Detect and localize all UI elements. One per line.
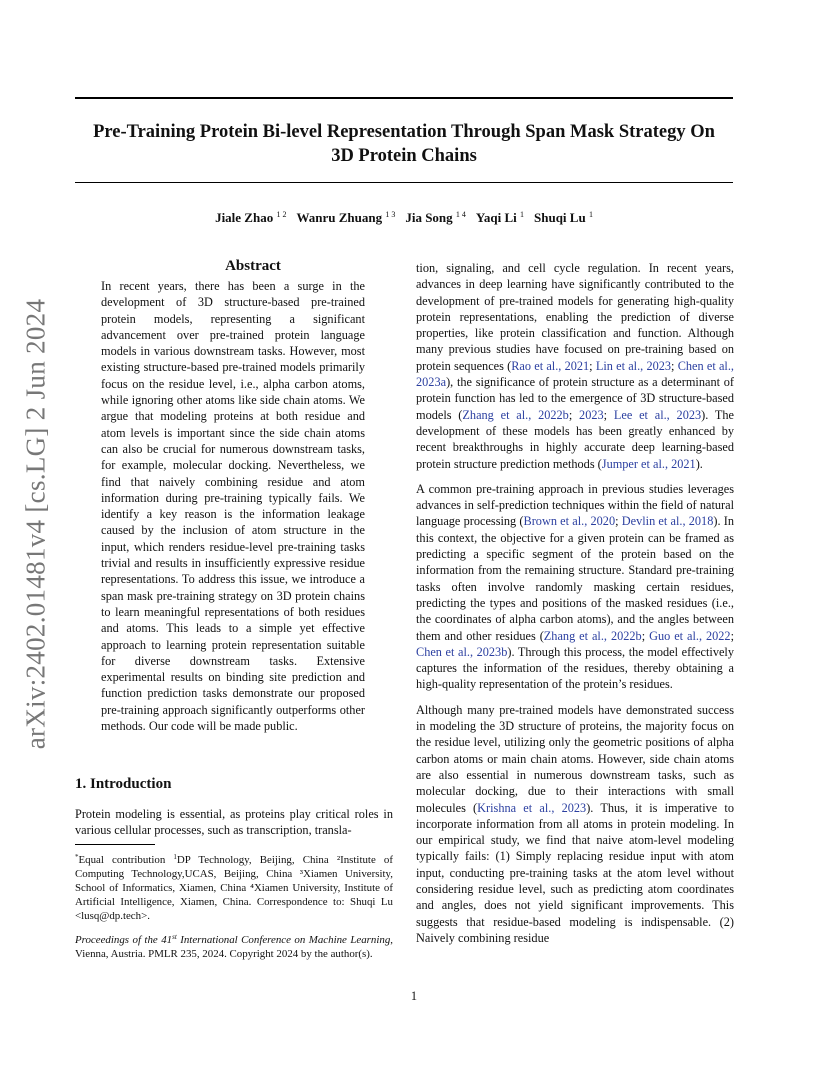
citation-link[interactable]: Krishna et al., 2023 xyxy=(477,800,587,815)
author-4: Yaqi Li $^1$ xyxy=(475,210,524,225)
proceedings-details: , Vienna, Austria. PMLR 235, 2024. Copyright 2024 by the author(s). xyxy=(75,934,394,960)
citation-link[interactable]: 2023 xyxy=(579,407,604,422)
introduction-heading: 1. Introduction xyxy=(75,776,172,792)
citation-link[interactable]: Lee et al., 2023 xyxy=(613,407,702,422)
abstract-heading: Abstract xyxy=(225,258,281,274)
citation-link[interactable]: Chen et al., 2023b xyxy=(416,644,508,659)
author-3: Jia Song $^{1 4}$ xyxy=(405,210,466,225)
footnote-affil-text: DP Technology, Beijing, China ²Institute of Computing Technology,UCAS, Beijing, China ³Xiamen University, School of Informatics, Xiamen, China ⁴Xiamen University, Institute of Artificial Intelligence, Xiamen, China. Correspondence to: Shuqi Lu <lusq@dp.tech>. xyxy=(75,854,393,922)
right-paragraph-1: tion, signaling, and cell cycle regulation. In recent years, advances in deep learning have significantly contributed to the development of pre-trained models for generating high-quality protein representations, enabling the prediction of diverse properties, like protein classification and function. Although many previous studies have focused on pre-training based on protein sequences (Rao et al., 2021; Lin et al., 2023; Chen et al., 2023a), the significance of protein structure as a determinant of protein function has led to the emergence of 3D structure-based models (Zhang et al., 2022b; 2023; Lee et al., 2023). The development of these models has been greatly enhanced by recent breakthroughs in highly accurate deep learning-based protein structure prediction methods (Jumper et al., 2021). xyxy=(416,261,734,471)
page-number: 1 xyxy=(410,989,418,1003)
citation-link[interactable]: Devlin et al., 2018 xyxy=(621,514,714,529)
author-list xyxy=(75,210,733,226)
citation-link[interactable]: Chen et al., 2023a xyxy=(416,358,734,390)
title-line-2: 3D Protein Chains xyxy=(331,146,477,166)
introduction-body xyxy=(75,806,393,848)
citation-link[interactable]: Zhang et al., 2022b xyxy=(543,628,642,643)
author-5: Shuqi Lu $^1$ xyxy=(534,210,593,225)
title-top-rule xyxy=(75,97,733,99)
citation-link[interactable]: Rao et al., 2021 xyxy=(511,358,590,373)
footnote-proceedings xyxy=(75,930,393,961)
proceedings-conference: International Conference on Machine Learning xyxy=(176,934,391,946)
citation-link[interactable]: Jumper et al., 2021 xyxy=(601,456,696,471)
title-line-1: Pre-Training Protein Bi-level Representation Through Span Mask Strategy On xyxy=(93,122,715,142)
arxiv-stamp-text: arXiv:2402.01481v4 [cs.LG] 2 Jun 2024 xyxy=(20,298,51,750)
footnote-rule xyxy=(75,844,155,845)
citation-link[interactable]: Lin et al., 2023 xyxy=(595,358,672,373)
author-1: Jiale Zhao $^{1 2}$ xyxy=(215,210,287,225)
proceedings-prefix: Proceedings of the xyxy=(75,934,162,946)
citation-link[interactable]: Brown et al., 2020 xyxy=(523,514,616,529)
footnote-equal: Equal contribution xyxy=(78,854,166,866)
proceedings-number: 41 xyxy=(161,934,173,946)
proceedings-suffix: st xyxy=(172,933,177,941)
footnote-affiliations: *Equal contribution $^1$DP Technology, Beijing, China ²Institute of Computing Technology,UCAS, Beijing, China ³Xiamen University, School of Informatics, Xiamen, China ⁴Xiamen University, Institute of Artificial Intelligence, Xiamen, China. Correspondence to: Shuqi Lu <lusq@dp.tech>. xyxy=(75,853,393,922)
abstract-text: In recent years, there has been a surge in the development of 3D structure-based pre-trained protein models, representing a significant advancement over pre-trained protein language models in various downstream tasks. However, most existing structure-based pre-trained models primarily focus on the residue level, i.e., alpha carbon atoms, while ignoring other atoms like side chain atoms. We argue that modeling proteins at both residue and atom levels is important since the side chain atoms can also be crucial for numerous downstream tasks, for example, molecular docking. Nevertheless, we find that naively combining residue and atom information during pre-training typically fails. We identify a key reason is the information leakage caused by the inclusion of atom structure in the input, which renders residue-level pre-training tasks trivial and results in insufficiently expressive residue representations. To address this issue, we introduce a span mask pre-training strategy on 3D protein chains to learn meaningful representations of both residues and atoms. This leads to a simple yet effective approach to learning protein representation suitable for diverse downstream tasks. Extensive experimental results on binding site prediction and function prediction tasks demonstrate our proposed pre-training approach significantly outperforms other methods. Our code will be made public. xyxy=(101,279,365,734)
right-paragraph-3: Although many pre-trained models have demonstrated success in modeling the 3D structure of proteins, the majority focus on the residue level, utilizing only the geometric positions of alpha carbon atoms or main chain atoms. However, side chain atoms are also essential in numerous downstream tasks, such as molecular docking, due to their interactions with small molecules (Krishna et al., 2023). Thus, it is imperative to incorporate information from all atoms in protein modeling. In our empirical study, we find that naive atom-level modeling typically fails: (1) Simply replacing residue input with atom input, conducting pre-training tasks at the atom level without considering residue level, such as predicting atom coordinates and angles, does not yield significant improvements. This suggests that residue-based modeling is indispensable. (2) Naively combining residue xyxy=(416,702,734,945)
right-column xyxy=(416,260,734,955)
paper-title xyxy=(75,120,733,168)
citation-link[interactable]: Zhang et al., 2022b xyxy=(462,407,569,422)
citation-link[interactable]: Guo et al., 2022 xyxy=(649,628,731,643)
title-bottom-rule xyxy=(75,182,733,183)
author-2: Wanru Zhuang $^{1 3}$ xyxy=(296,210,396,225)
introduction-paragraph: Protein modeling is essential, as proteins play critical roles in various cellular processes, such as transcription, transla- xyxy=(75,807,393,838)
right-paragraph-2: A common pre-training approach in previous studies leverages advances in self-prediction techniques within the field of natural language processing (Brown et al., 2020; Devlin et al., 2018). In this context, the objective for a given protein can be framed as predicting a specific segment of the protein based on the information from the remaining structure. Standard pre-training tasks often involve randomly masking certain residues, predicting the types and positions of the masked residues (i.e., the coordinates of alpha carbon atoms), and the angles between them and other residues (Zhang et al., 2022b; Guo et al., 2022; Chen et al., 2023b). Through this process, the model effectively captures the information of the residues, thereby obtaining a high-quality representation of the protein’s residues. xyxy=(416,481,735,692)
abstract-body xyxy=(101,278,365,743)
